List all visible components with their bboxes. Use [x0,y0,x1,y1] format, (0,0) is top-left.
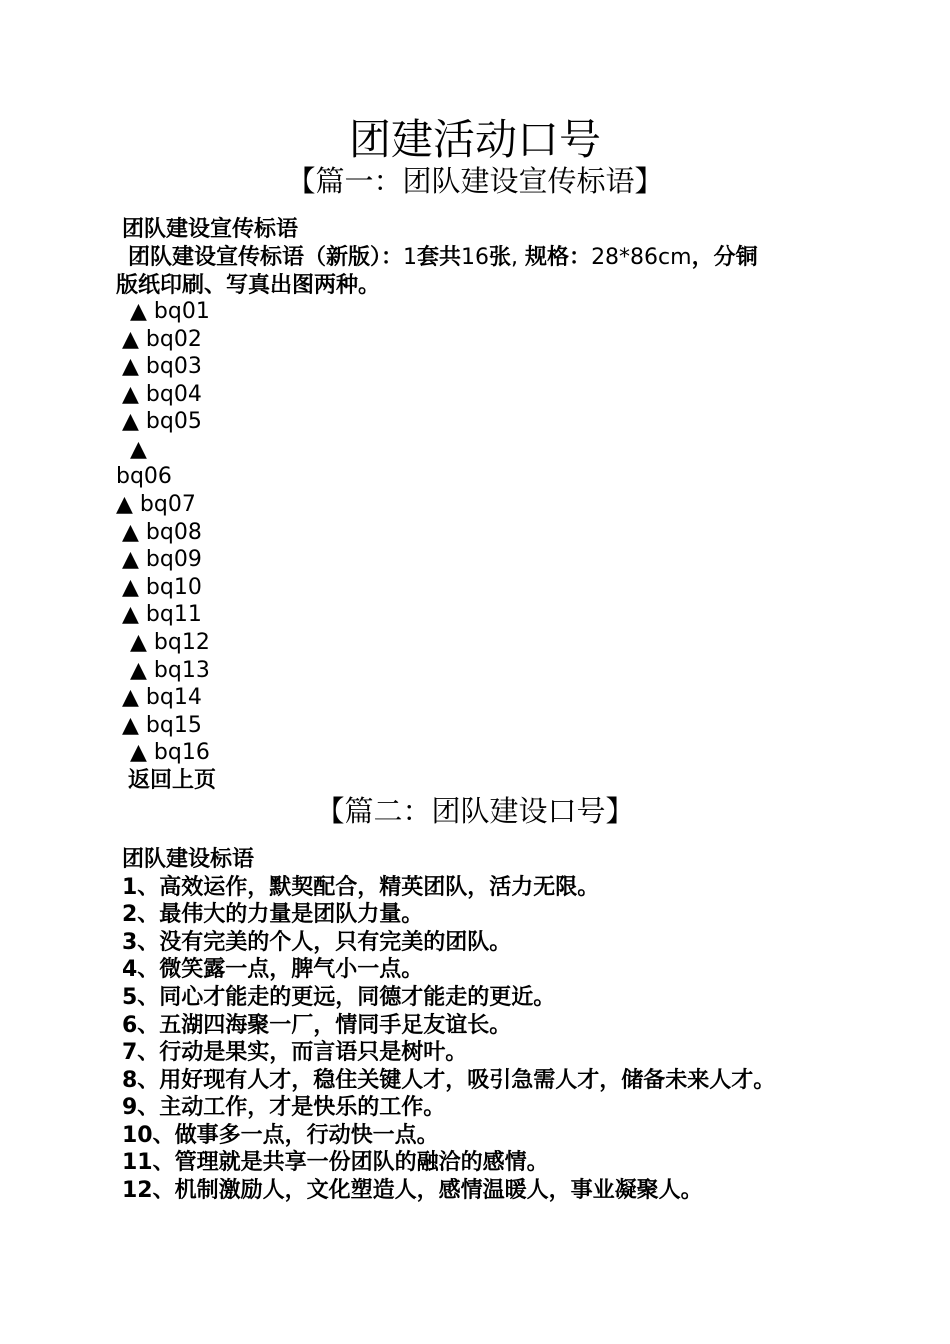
list-item-bq13[interactable] [130,657,210,685]
desc-part6: ，分铜 [691,245,758,270]
list-item-bq09[interactable] [122,546,202,574]
list-item-label: bq08 [145,520,202,545]
slogan-item: 4、微笑露一点，脾气小一点。 [122,957,424,982]
slogan-item: 7、行动是果实，而言语只是树叶。 [122,1040,468,1065]
triangle-icon: ▲ [122,382,139,407]
triangle-icon: ▲ [122,520,139,545]
list-item-bq16[interactable] [130,739,210,767]
list-item-label: bq05 [145,409,202,434]
list-item-label: bq02 [145,327,202,352]
list-item-bq05[interactable] [122,408,202,436]
list-item-bq12[interactable] [130,629,210,657]
desc-part1: 团队建设宣传标语（新版）： [128,245,404,270]
slogan-item: 12、机制激励人，文化塑造人，感情温暖人，事业凝聚人。 [122,1178,703,1203]
slogan-item: 6、五湖四海聚一厂，情同手足友谊长。 [122,1013,512,1038]
triangle-icon: ▲ [122,409,139,434]
triangle-icon: ▲ [130,630,147,655]
desc-count2: 16 [461,245,490,270]
slogan-item: 5、同心才能走的更远，同德才能走的更近。 [122,985,556,1010]
slogan-item: 11、管理就是共享一份团队的融洽的感情。 [122,1150,549,1175]
list-item-bq07[interactable] [116,491,196,519]
section1-heading: 【篇一：团队建设宣传标语】 [286,164,664,198]
desc-part2: 套共 [417,245,462,270]
list-item-bq11[interactable] [122,601,202,629]
list-item-label: bq14 [145,685,202,710]
section2-heading: 【篇二：团队建设口号】 [315,794,635,828]
desc-part3: 张 [489,245,512,270]
slogan-item: 10、做事多一点，行动快一点。 [122,1123,439,1148]
list-item-label: bq03 [145,354,202,379]
slogan-item: 2、最伟大的力量是团队力量。 [122,902,424,927]
list-item-bq03[interactable] [122,353,202,381]
list-item-bq04[interactable] [122,381,202,409]
list-item-bq01[interactable] [130,298,210,326]
list-item-label: bq09 [145,547,202,572]
slogan-item: 3、没有完美的个人，只有完美的团队。 [122,930,512,955]
list-item-label: bq04 [145,382,202,407]
list-item-label: bq07 [139,492,196,517]
list-item-label: bq11 [145,602,202,627]
triangle-icon: ▲ [130,740,147,765]
triangle-icon: ▲ [122,685,139,710]
triangle-icon: ▲ [130,658,147,683]
document-title: 团建活动口号 [348,115,601,164]
triangle-icon: ▲ [116,492,133,517]
triangle-icon: ▲ [122,354,139,379]
triangle-icon: ▲ [130,299,147,324]
list-item-label: bq15 [145,713,202,738]
section1-description-line2: 版纸印刷、写真出图两种。 [116,273,381,298]
list-item-bq15[interactable] [122,712,202,740]
triangle-icon: ▲ [122,575,139,600]
triangle-icon: ▲ [122,547,139,572]
list-item-bq10[interactable] [122,574,202,602]
triangle-icon: ▲ [130,437,147,462]
section1-subheading: 团队建设宣传标语 [122,217,299,242]
section1-description [128,244,758,272]
triangle-icon: ▲ [122,713,139,738]
slogan-item: 8、用好现有人才，稳住关键人才，吸引急需人才，储备未来人才。 [122,1068,776,1093]
back-link[interactable]: 返回上页 [128,768,217,793]
triangle-icon: ▲ [122,327,139,352]
desc-count1: 1 [403,245,418,270]
list-item-bq08[interactable] [122,519,202,547]
desc-size: 28*86cm [591,245,692,270]
list-item-bq14[interactable] [122,684,202,712]
desc-part5: 规格： [525,245,592,270]
list-item-label: bq13 [153,658,210,683]
triangle-icon: ▲ [122,602,139,627]
section2-subheading: 团队建设标语 [122,847,255,872]
list-item-label: bq10 [145,575,202,600]
list-item-label: bq12 [153,630,210,655]
list-item-bq02[interactable] [122,326,202,354]
slogan-item: 9、主动工作，才是快乐的工作。 [122,1095,446,1120]
slogan-item: 1、高效运作，默契配合，精英团队，活力无限。 [122,875,600,900]
desc-part4: , [511,245,526,270]
list-item-label: bq16 [153,740,210,765]
list-item-bq06[interactable]: bq06 [116,464,172,489]
list-item-label: bq01 [153,299,210,324]
